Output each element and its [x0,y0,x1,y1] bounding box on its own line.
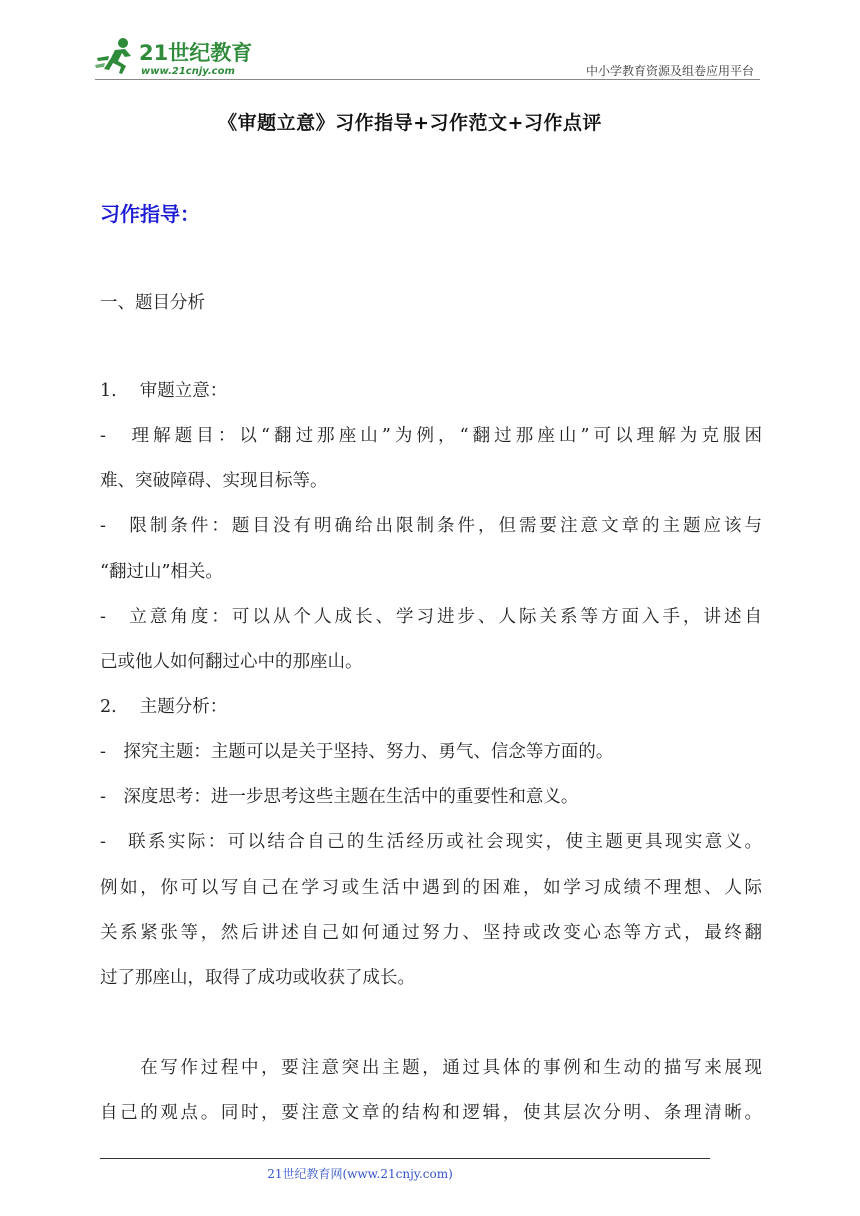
section-heading: 习作指导： [100,202,200,226]
body-line: 难、突破障碍、实现目标等。 [100,471,328,491]
body-line: 在写作过程中，要注意突出主题，通过具体的事例和生动的描写来展现 [100,1058,762,1078]
runner-icon [95,38,131,74]
footer-divider [100,1158,710,1159]
body-line: - 探究主题：主题可以是关于坚持、努力、勇气、信念等方面的。 [100,742,614,762]
page-header [95,34,760,82]
body-line: - 立意角度：可以从个人成长、学习进步、人际关系等方面入手，讲述自 [100,607,762,627]
platform-name: 中小学教育资源及组卷应用平台 [585,64,754,78]
logo-21cnjy [95,34,265,78]
body-line: 2. 主题分析： [100,697,228,717]
logo-url: www.21cnjy.com [141,66,235,77]
body-line: 1. 审题立意： [100,381,228,401]
logo-text: 21世纪教育 [139,41,253,65]
document-title [0,108,860,135]
body-line: - 理解题目：以“翻过那座山”为例，“翻过那座山”可以理解为克服困 [100,426,762,446]
body-line: - 限制条件：题目没有明确给出限制条件，但需要注意文章的主题应该与 [100,516,762,536]
document-title-text: 《审题立意》习作指导+习作范文+习作点评 [218,112,602,134]
body-line: - 深度思考：进一步思考这些主题在生活中的重要性和意义。 [100,787,579,807]
body-line: 自己的观点。同时，要注意文章的结构和逻辑，使其层次分明、条理清晰。 [100,1103,762,1123]
body-line: 关系紧张等，然后讲述自己如何通过努力、坚持或改变心态等方式，最终翻 [100,923,762,943]
body-line: 己或他人如何翻过心中的那座山。 [100,652,363,672]
body-line: 例如，你可以写自己在学习或生活中遇到的困难，如学习成绩不理想、人际 [100,878,762,898]
body-line: 过了那座山，取得了成功或收获了成长。 [100,968,415,988]
body-line: - 联系实际：可以结合自己的生活经历或社会现实，使主题更具现实意义。 [100,832,762,852]
page-footer [0,1165,860,1182]
body-line: “翻过山”相关。 [100,562,223,582]
header-divider [95,79,760,80]
body-line: 一、题目分析 [100,293,205,313]
footer-text: 21世纪教育网(www.21cnjy.com) [267,1167,453,1181]
